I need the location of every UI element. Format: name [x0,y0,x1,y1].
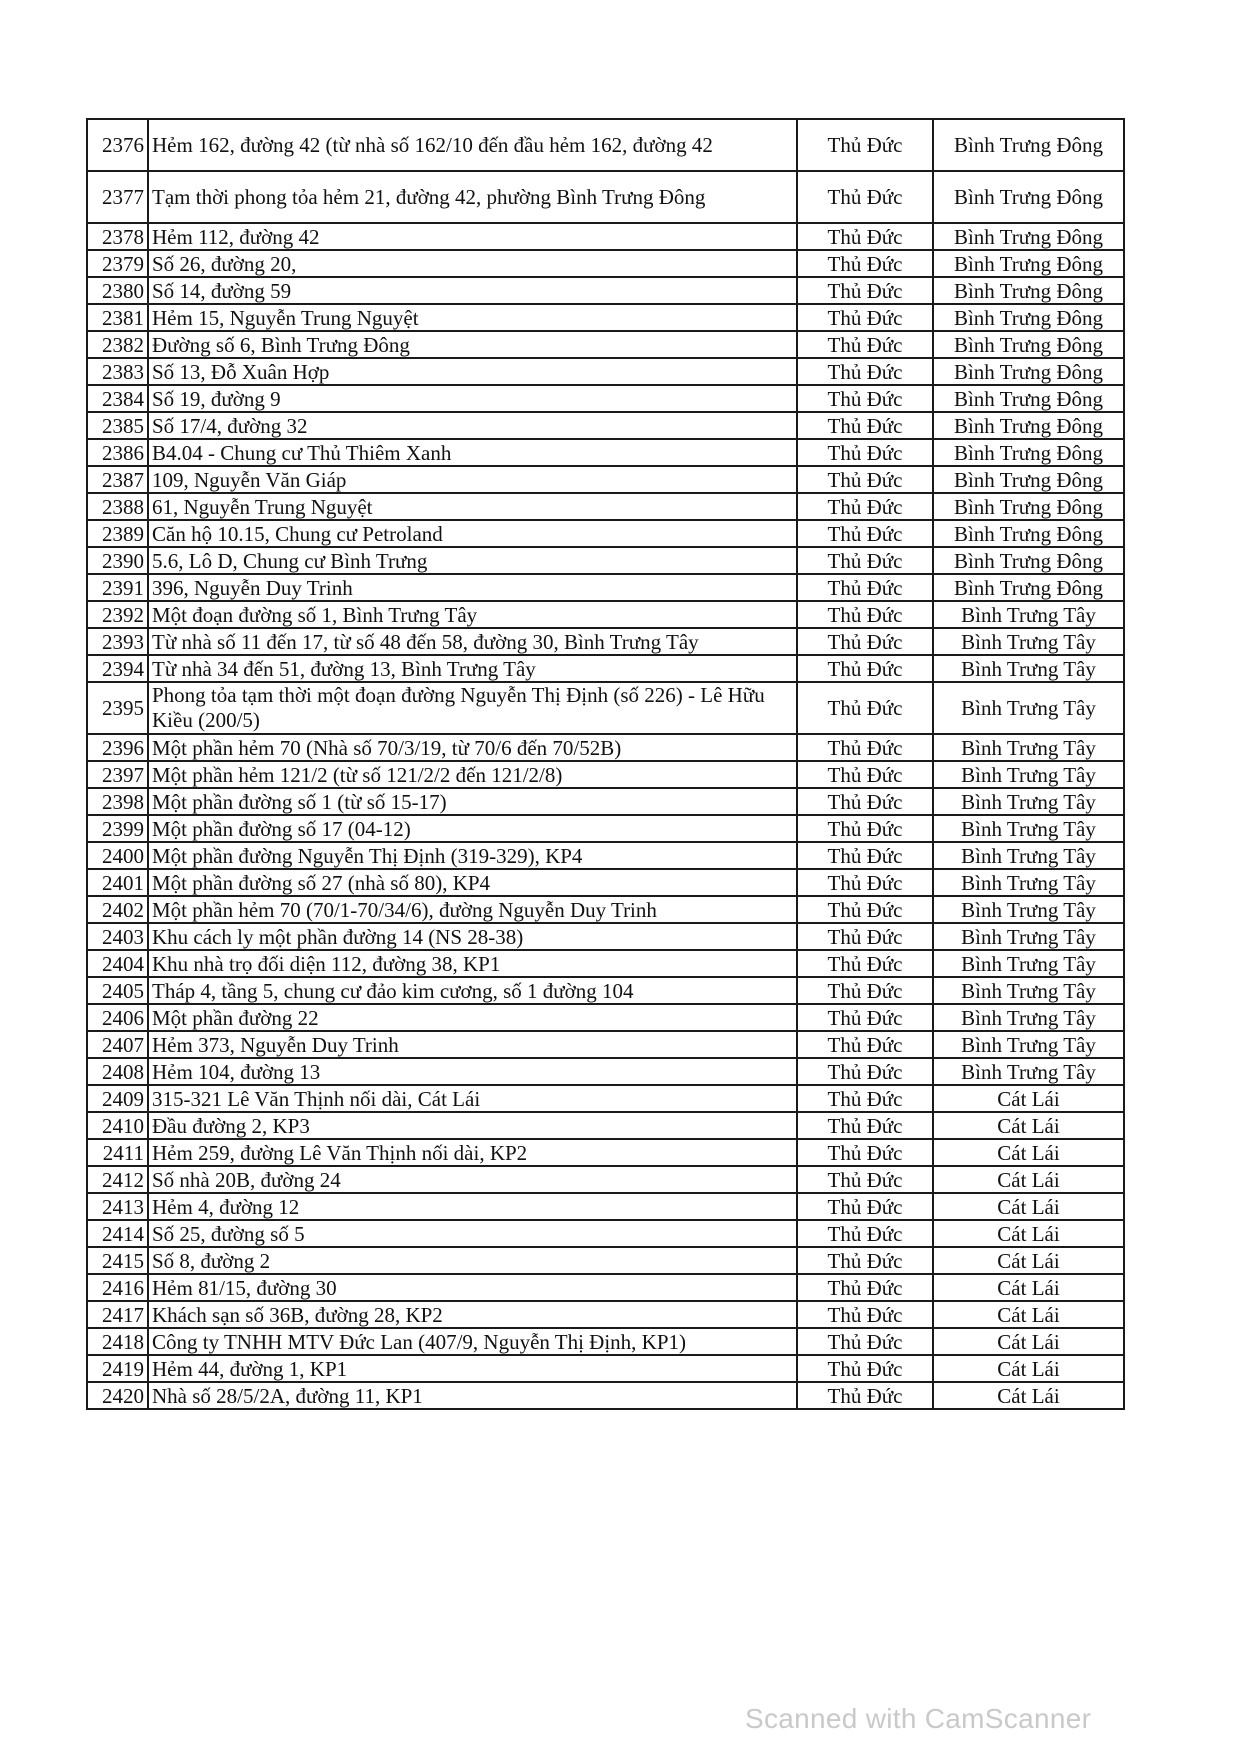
ward-cell: Bình Trưng Tây [933,761,1124,788]
row-number-cell: 2402 [87,896,148,923]
ward-cell: Cát Lái [933,1220,1124,1247]
city-cell: Thủ Đức [797,682,933,734]
ward-cell: Bình Trưng Đông [933,520,1124,547]
ward-cell: Bình Trưng Đông [933,493,1124,520]
city-cell: Thủ Đức [797,628,933,655]
row-number-cell: 2411 [87,1139,148,1166]
table-row [87,1301,1124,1328]
row-number-cell: 2395 [87,682,148,734]
address-cell: Hẻm 44, đường 1, KP1 [148,1355,797,1382]
city-cell: Thủ Đức [797,331,933,358]
ward-cell: Bình Trưng Tây [933,923,1124,950]
city-cell: Thủ Đức [797,412,933,439]
table-row [87,842,1124,869]
address-cell: Khu cách ly một phần đường 14 (NS 28-38) [148,923,797,950]
ward-cell: Bình Trưng Đông [933,547,1124,574]
city-cell: Thủ Đức [797,119,933,171]
ward-cell: Bình Trưng Đông [933,331,1124,358]
ward-cell: Bình Trưng Đông [933,574,1124,601]
row-number-cell: 2396 [87,734,148,761]
address-cell: Số 14, đường 59 [148,277,797,304]
row-number-cell: 2394 [87,655,148,682]
row-number-cell: 2404 [87,950,148,977]
ward-cell: Bình Trưng Tây [933,734,1124,761]
address-cell: Căn hộ 10.15, Chung cư Petroland [148,520,797,547]
ward-cell: Bình Trưng Tây [933,842,1124,869]
ward-cell: Cát Lái [933,1166,1124,1193]
ward-cell: Bình Trưng Đông [933,439,1124,466]
table-row [87,171,1124,223]
table-row [87,304,1124,331]
city-cell: Thủ Đức [797,1139,933,1166]
row-number-cell: 2403 [87,923,148,950]
city-cell: Thủ Đức [797,815,933,842]
ward-cell: Bình Trưng Đông [933,223,1124,250]
row-number-cell: 2416 [87,1274,148,1301]
city-cell: Thủ Đức [797,734,933,761]
row-number-cell: 2378 [87,223,148,250]
address-cell: Số 26, đường 20, [148,250,797,277]
ward-cell: Cát Lái [933,1112,1124,1139]
table-row [87,1004,1124,1031]
table-row [87,1328,1124,1355]
city-cell: Thủ Đức [797,1004,933,1031]
address-cell: Hẻm 104, đường 13 [148,1058,797,1085]
row-number-cell: 2388 [87,493,148,520]
row-number-cell: 2399 [87,815,148,842]
city-cell: Thủ Đức [797,923,933,950]
row-number-cell: 2391 [87,574,148,601]
address-cell: Hẻm 373, Nguyễn Duy Trinh [148,1031,797,1058]
address-cell: Một phần đường 22 [148,1004,797,1031]
ward-cell: Bình Trưng Tây [933,950,1124,977]
table-row [87,493,1124,520]
ward-cell: Cát Lái [933,1274,1124,1301]
ward-cell: Bình Trưng Đông [933,119,1124,171]
ward-cell: Bình Trưng Đông [933,412,1124,439]
table-row [87,977,1124,1004]
city-cell: Thủ Đức [797,520,933,547]
table-row [87,1220,1124,1247]
row-number-cell: 2405 [87,977,148,1004]
ward-cell: Bình Trưng Đông [933,250,1124,277]
row-number-cell: 2381 [87,304,148,331]
ward-cell: Bình Trưng Tây [933,896,1124,923]
city-cell: Thủ Đức [797,842,933,869]
city-cell: Thủ Đức [797,1058,933,1085]
address-cell: Từ nhà 34 đến 51, đường 13, Bình Trưng Tây [148,655,797,682]
table-row [87,1193,1124,1220]
ward-cell: Cát Lái [933,1301,1124,1328]
table-row [87,950,1124,977]
ward-cell: Bình Trưng Tây [933,1004,1124,1031]
table-row [87,1166,1124,1193]
city-cell: Thủ Đức [797,655,933,682]
city-cell: Thủ Đức [797,223,933,250]
address-cell: Một phần đường số 17 (04-12) [148,815,797,842]
table-row [87,628,1124,655]
table-row [87,923,1124,950]
city-cell: Thủ Đức [797,1247,933,1274]
table-row [87,761,1124,788]
camscanner-watermark: Scanned with CamScanner [745,1703,1092,1734]
city-cell: Thủ Đức [797,788,933,815]
row-number-cell: 2382 [87,331,148,358]
table-row [87,896,1124,923]
ward-cell: Bình Trưng Đông [933,277,1124,304]
city-cell: Thủ Đức [797,601,933,628]
address-cell: Số nhà 20B, đường 24 [148,1166,797,1193]
address-cell: Đường số 6, Bình Trưng Đông [148,331,797,358]
city-cell: Thủ Đức [797,1274,933,1301]
ward-cell: Bình Trưng Tây [933,1031,1124,1058]
address-cell: Khu nhà trọ đối diện 112, đường 38, KP1 [148,950,797,977]
address-cell: 109, Nguyễn Văn Giáp [148,466,797,493]
row-number-cell: 2379 [87,250,148,277]
ward-cell: Bình Trưng Tây [933,977,1124,1004]
row-number-cell: 2383 [87,358,148,385]
table-row [87,119,1124,171]
row-number-cell: 2385 [87,412,148,439]
city-cell: Thủ Đức [797,439,933,466]
table-row [87,1274,1124,1301]
city-cell: Thủ Đức [797,277,933,304]
address-cell: Một phần hẻm 121/2 (từ số 121/2/2 đến 121/2/8) [148,761,797,788]
row-number-cell: 2414 [87,1220,148,1247]
address-cell: Hẻm 259, đường Lê Văn Thịnh nối dài, KP2 [148,1139,797,1166]
table-row [87,601,1124,628]
ward-cell: Bình Trưng Tây [933,601,1124,628]
row-number-cell: 2410 [87,1112,148,1139]
city-cell: Thủ Đức [797,1355,933,1382]
table-row [87,331,1124,358]
ward-cell: Bình Trưng Đông [933,304,1124,331]
table-row [87,1247,1124,1274]
address-cell: Số 17/4, đường 32 [148,412,797,439]
address-cell: Khách sạn số 36B, đường 28, KP2 [148,1301,797,1328]
table-row [87,1031,1124,1058]
address-cell: 396, Nguyễn Duy Trinh [148,574,797,601]
table-row [87,655,1124,682]
ward-cell: Bình Trưng Đông [933,171,1124,223]
row-number-cell: 2418 [87,1328,148,1355]
address-cell: Công ty TNHH MTV Đức Lan (407/9, Nguyễn Thị Định, KP1) [148,1328,797,1355]
row-number-cell: 2386 [87,439,148,466]
table-row [87,385,1124,412]
row-number-cell: 2409 [87,1085,148,1112]
table-row [87,547,1124,574]
row-number-cell: 2417 [87,1301,148,1328]
ward-cell: Cát Lái [933,1085,1124,1112]
address-cell: 315-321 Lê Văn Thịnh nối dài, Cát Lái [148,1085,797,1112]
city-cell: Thủ Đức [797,977,933,1004]
address-cell: Một phần hẻm 70 (70/1-70/34/6), đường Nguyễn Duy Trinh [148,896,797,923]
city-cell: Thủ Đức [797,1085,933,1112]
row-number-cell: 2380 [87,277,148,304]
address-cell: Hẻm 162, đường 42 (từ nhà số 162/10 đến đầu hẻm 162, đường 42 [148,119,797,171]
row-number-cell: 2377 [87,171,148,223]
row-number-cell: 2397 [87,761,148,788]
ward-cell: Cát Lái [933,1247,1124,1274]
table-row [87,1355,1124,1382]
ward-cell: Bình Trưng Đông [933,385,1124,412]
row-number-cell: 2420 [87,1382,148,1409]
table-row [87,869,1124,896]
address-cell: Nhà số 28/5/2A, đường 11, KP1 [148,1382,797,1409]
table-row [87,439,1124,466]
row-number-cell: 2387 [87,466,148,493]
ward-cell: Bình Trưng Tây [933,628,1124,655]
table-row [87,574,1124,601]
city-cell: Thủ Đức [797,1112,933,1139]
address-cell: Số 13, Đỗ Xuân Hợp [148,358,797,385]
table-row [87,412,1124,439]
table-row [87,1382,1124,1409]
row-number-cell: 2389 [87,520,148,547]
city-cell: Thủ Đức [797,547,933,574]
city-cell: Thủ Đức [797,466,933,493]
address-cell: Từ nhà số 11 đến 17, từ số 48 đến 58, đường 30, Bình Trưng Tây [148,628,797,655]
city-cell: Thủ Đức [797,950,933,977]
row-number-cell: 2398 [87,788,148,815]
table-row [87,277,1124,304]
table-row [87,466,1124,493]
ward-cell: Bình Trưng Tây [933,788,1124,815]
table-row [87,734,1124,761]
ward-cell: Cát Lái [933,1328,1124,1355]
ward-cell: Bình Trưng Đông [933,358,1124,385]
table-row [87,815,1124,842]
address-cell: 5.6, Lô D, Chung cư Bình Trưng [148,547,797,574]
address-cell: Số 25, đường số 5 [148,1220,797,1247]
row-number-cell: 2415 [87,1247,148,1274]
city-cell: Thủ Đức [797,1031,933,1058]
ward-cell: Cát Lái [933,1193,1124,1220]
city-cell: Thủ Đức [797,1166,933,1193]
address-cell: Hẻm 4, đường 12 [148,1193,797,1220]
city-cell: Thủ Đức [797,896,933,923]
city-cell: Thủ Đức [797,761,933,788]
address-cell: Đầu đường 2, KP3 [148,1112,797,1139]
city-cell: Thủ Đức [797,385,933,412]
table-row [87,1112,1124,1139]
table-row [87,223,1124,250]
row-number-cell: 2400 [87,842,148,869]
row-number-cell: 2376 [87,119,148,171]
address-cell: Số 8, đường 2 [148,1247,797,1274]
address-cell: 61, Nguyễn Trung Nguyệt [148,493,797,520]
row-number-cell: 2413 [87,1193,148,1220]
row-number-cell: 2407 [87,1031,148,1058]
ward-cell: Bình Trưng Tây [933,815,1124,842]
table-row [87,250,1124,277]
address-cell: Tháp 4, tầng 5, chung cư đảo kim cương, số 1 đường 104 [148,977,797,1004]
ward-cell: Bình Trưng Đông [933,466,1124,493]
ward-cell: Cát Lái [933,1382,1124,1409]
address-cell: Một phần đường Nguyễn Thị Định (319-329), KP4 [148,842,797,869]
table-row [87,358,1124,385]
city-cell: Thủ Đức [797,171,933,223]
city-cell: Thủ Đức [797,1220,933,1247]
ward-cell: Cát Lái [933,1139,1124,1166]
table-body [87,119,1124,1409]
city-cell: Thủ Đức [797,1382,933,1409]
address-cell: Một phần đường số 1 (từ số 15-17) [148,788,797,815]
address-cell: B4.04 - Chung cư Thủ Thiêm Xanh [148,439,797,466]
row-number-cell: 2392 [87,601,148,628]
table-row [87,1085,1124,1112]
city-cell: Thủ Đức [797,493,933,520]
city-cell: Thủ Đức [797,574,933,601]
row-number-cell: 2401 [87,869,148,896]
address-cell: Một đoạn đường số 1, Bình Trưng Tây [148,601,797,628]
city-cell: Thủ Đức [797,1193,933,1220]
ward-cell: Cát Lái [933,1355,1124,1382]
city-cell: Thủ Đức [797,250,933,277]
row-number-cell: 2406 [87,1004,148,1031]
address-cell: Số 19, đường 9 [148,385,797,412]
row-number-cell: 2393 [87,628,148,655]
city-cell: Thủ Đức [797,304,933,331]
address-cell: Hẻm 15, Nguyễn Trung Nguyệt [148,304,797,331]
address-cell: Hẻm 112, đường 42 [148,223,797,250]
table-row [87,520,1124,547]
address-cell: Phong tỏa tạm thời một đoạn đường Nguyễn Thị Định (số 226) - Lê Hữu Kiều (200/5) [148,682,797,734]
city-cell: Thủ Đức [797,1301,933,1328]
row-number-cell: 2390 [87,547,148,574]
address-cell: Một phần đường số 27 (nhà số 80), KP4 [148,869,797,896]
table-row [87,788,1124,815]
address-cell: Một phần hẻm 70 (Nhà số 70/3/19, từ 70/6 đến 70/52B) [148,734,797,761]
address-cell: Tạm thời phong tỏa hẻm 21, đường 42, phường Bình Trưng Đông [148,171,797,223]
ward-cell: Bình Trưng Tây [933,1058,1124,1085]
address-cell: Hẻm 81/15, đường 30 [148,1274,797,1301]
ward-cell: Bình Trưng Tây [933,869,1124,896]
city-cell: Thủ Đức [797,358,933,385]
ward-cell: Bình Trưng Tây [933,655,1124,682]
row-number-cell: 2408 [87,1058,148,1085]
row-number-cell: 2384 [87,385,148,412]
ward-cell: Bình Trưng Tây [933,682,1124,734]
row-number-cell: 2419 [87,1355,148,1382]
table-row [87,682,1124,734]
lockdown-address-table [86,118,1125,1410]
city-cell: Thủ Đức [797,1328,933,1355]
city-cell: Thủ Đức [797,869,933,896]
row-number-cell: 2412 [87,1166,148,1193]
table-row [87,1058,1124,1085]
table-row [87,1139,1124,1166]
